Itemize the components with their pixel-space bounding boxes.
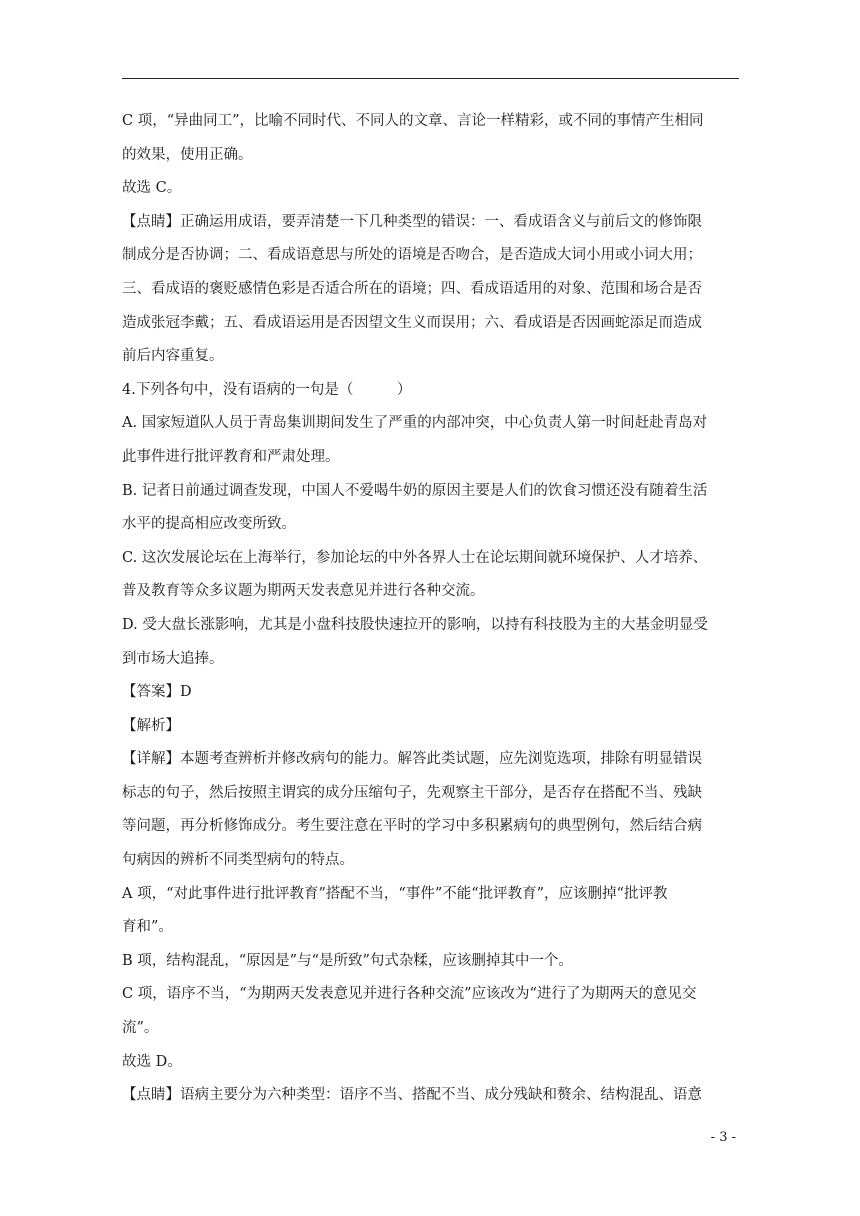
text-line: 【答案】D bbox=[122, 684, 192, 701]
text-line: 此事件进行批评教育和严肃处理。 bbox=[122, 448, 340, 465]
page-body bbox=[122, 105, 742, 1113]
text-line: 句病因的辨析不同类型病句的特点。 bbox=[122, 852, 354, 869]
text-line: B 项，结构混乱，“原因是”与“是所致”句式杂糅，应该删掉其中一个。 bbox=[122, 952, 573, 969]
text-line: 前后内容重复。 bbox=[122, 348, 224, 365]
text-line: C. 这次发展论坛在上海举行，参加论坛的中外各界人士在论坛期间就环境保护、人才培养、 bbox=[122, 549, 708, 566]
text-line: A 项，“对此事件进行批评教育”搭配不当，“事件”不能“批评教育”，应该删掉“批评教 bbox=[122, 885, 668, 902]
text-line: 故选 C。 bbox=[122, 180, 182, 197]
text-line: 普及教育等众多议题为期两天发表意见并进行各种交流。 bbox=[122, 583, 485, 600]
text-line: 育和”。 bbox=[122, 919, 173, 936]
text-line: A. 国家短道队人员于青岛集训期间发生了严重的内部冲突，中心负责人第一时间赶赴青岛对 bbox=[122, 415, 708, 432]
text-line: 4.下列各句中，没有语病的一句是（ ） bbox=[122, 381, 412, 398]
text-line: 等问题，再分析修饰成分。考生要注意在平时的学习中多积累病句的典型例句，然后结合病 bbox=[122, 818, 702, 835]
text-line: 造成张冠李戴；五、看成语运用是否因望文生义而误用；六、看成语是否因画蛇添足而造成 bbox=[122, 314, 702, 331]
text-line: 【点睛】语病主要分为六种类型：语序不当、搭配不当、成分残缺和赘余、结构混乱、语意 bbox=[122, 1087, 702, 1104]
text-line: 到市场大追捧。 bbox=[122, 650, 224, 667]
text-line: 制成分是否协调；二、看成语意思与所处的语境是否吻合，是否造成大词小用或小词大用； bbox=[122, 247, 702, 264]
header-rule bbox=[122, 78, 739, 79]
text-line: C 项，“异曲同工”，比喻不同时代、不同人的文章、言论一样精彩，或不同的事情产生相同 bbox=[122, 113, 704, 129]
text-line: B. 记者日前通过调查发现，中国人不爱喝牛奶的原因主要是人们的饮食习惯还没有随着生活 bbox=[122, 482, 708, 499]
text-line: 标志的句子，然后按照主谓宾的成分压缩句子，先观察主干部分，是否存在搭配不当、残缺 bbox=[122, 784, 702, 801]
text-line: 三、看成语的褒贬感情色彩是否适合所在的语境；四、看成语适用的对象、范围和场合是否 bbox=[122, 280, 702, 297]
text-line: C 项，语序不当，“为期两天发表意见并进行各种交流”应该改为“进行了为期两天的意见交 bbox=[122, 986, 697, 1003]
text-line: 【解析】 bbox=[122, 717, 180, 734]
text-line: 水平的提高相应改变所致。 bbox=[122, 516, 296, 533]
text-line: D. 受大盘长涨影响，尤其是小盘科技股快速拉开的影响，以持有科技股为主的大基金明显受 bbox=[122, 616, 708, 633]
text-line: 故选 D。 bbox=[122, 1053, 182, 1070]
text-line: 流”。 bbox=[122, 1020, 159, 1037]
text-line: 【点睛】正确运用成语，要弄清楚一下几种类型的错误：一、看成语含义与前后文的修饰限 bbox=[122, 213, 702, 230]
page-number: - 3 - bbox=[710, 1130, 736, 1145]
text-line: 【详解】本题考查辨析并修改病句的能力。解答此类试题，应先浏览选项，排除有明显错误 bbox=[122, 751, 702, 768]
text-line: 的效果，使用正确。 bbox=[122, 146, 253, 163]
